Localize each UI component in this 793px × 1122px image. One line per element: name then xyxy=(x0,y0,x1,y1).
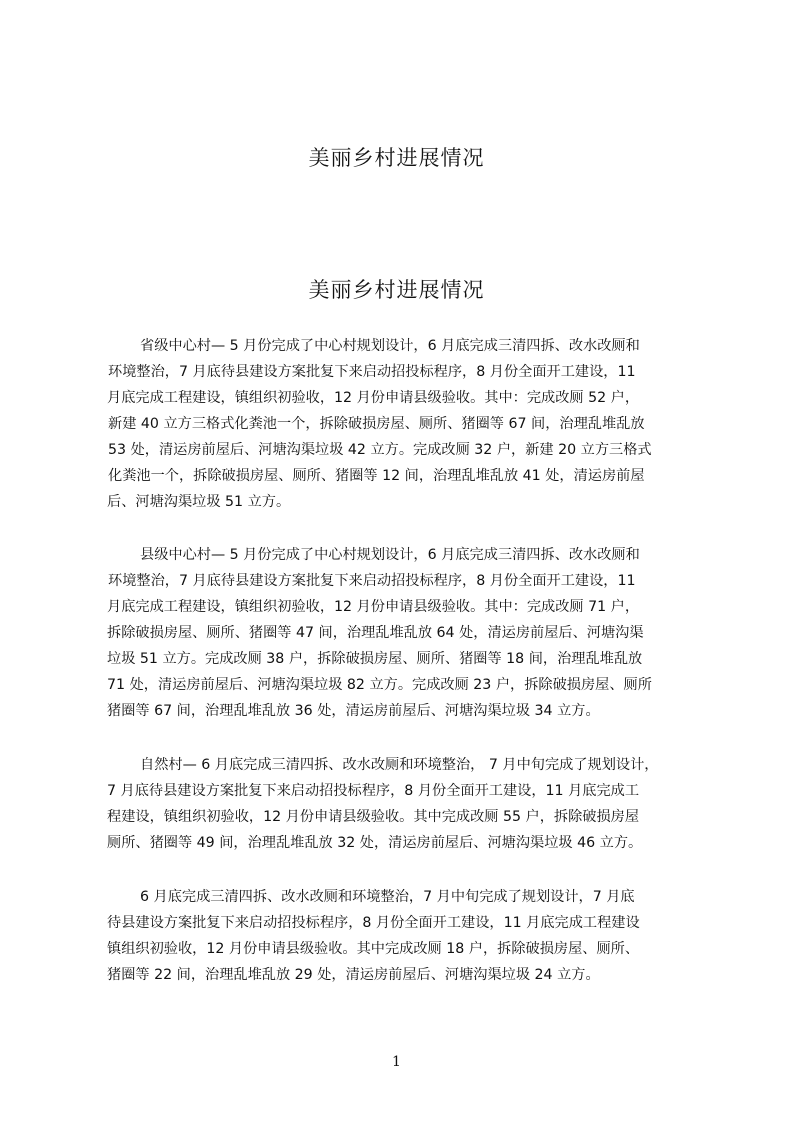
paragraph-line: 化粪池一个，拆除破损房屋、厕所、猪圈等 12 间，治理乱堆乱放 41 处，清运房前屋 xyxy=(108,468,645,484)
main-title: 美丽乡村进展情况 xyxy=(308,278,485,302)
paragraph-line: 环境整治，7 月底待县建设方案批复下来启动招投标程序，8 月份全面开工建设，11 xyxy=(108,364,636,380)
paragraph-line: 程建设，镇组织初验收，12 月份申请县级验收。其中完成改厕 55 户，拆除破损房屋 xyxy=(107,809,640,825)
paragraph-line: 垃圾 51 立方。完成改厕 38 户，拆除破损房屋、厕所、猪圈等 18 间，治理乱堆乱放 xyxy=(107,651,643,667)
paragraph-line: 月底完成工程建设，镇组织初验收，12 月份申请县级验收。其中：完成改厕 52 户， xyxy=(107,390,640,406)
paragraph-line: 新建 40 立方三格式化粪池一个，拆除破损房屋、厕所、猪圈等 67 间，治理乱堆乱放 xyxy=(108,416,645,432)
cover-title: 美丽乡村进展情况 xyxy=(308,146,485,170)
paragraph-line: 拆除破损房屋、厕所、猪圈等 47 间，治理乱堆乱放 64 处，清运房前屋后、河塘沟渠 xyxy=(107,625,644,641)
paragraph-line: 53 处，清运房前屋后、河塘沟渠垃圾 42 立方。完成改厕 32 户，新建 20 立方三格式 xyxy=(108,442,652,458)
paragraph-line: 自然村— 6 月底完成三清四拆、改水改厕和环境整治， 7 月中旬完成了规划设计， xyxy=(140,757,659,773)
paragraph-line: 月底完成工程建设，镇组织初验收，12 月份申请县级验收。其中：完成改厕 71 户， xyxy=(107,599,640,615)
paragraph-line: 县级中心村— 5 月份完成了中心村规划设计，6 月底完成三清四拆、改水改厕和 xyxy=(140,547,640,563)
paragraph-line: 环境整治，7 月底待县建设方案批复下来启动招投标程序，8 月份全面开工建设，11 xyxy=(108,573,636,589)
paragraph-line: 7 月底待县建设方案批复下来启动招投标程序，8 月份全面开工建设，11 月底完成工 xyxy=(107,783,640,799)
paragraph-line: 猪圈等 67 间，治理乱堆乱放 36 处，清运房前屋后、河塘沟渠垃圾 34 立方。 xyxy=(107,703,600,719)
paragraph-line: 6 月底完成三清四拆、改水改厕和环境整治，7 月中旬完成了规划设计，7 月底 xyxy=(140,889,635,905)
paragraph-line: 待县建设方案批复下来启动招投标程序，8 月份全面开工建设，11 月底完成工程建设 xyxy=(107,915,640,931)
paragraph-line: 猪圈等 22 间，治理乱堆乱放 29 处，清运房前屋后、河塘沟渠垃圾 24 立方。 xyxy=(107,967,600,983)
paragraph-line: 厕所、猪圈等 49 间，治理乱堆乱放 32 处，清运房前屋后、河塘沟渠垃圾 46 立方。 xyxy=(107,835,643,851)
page-number: 1 xyxy=(392,1054,401,1070)
paragraph-line: 后、河塘沟渠垃圾 51 立方。 xyxy=(107,494,291,510)
paragraph-line: 镇组织初验收，12 月份申请县级验收。其中完成改厕 18 户，拆除破损房屋、厕所、 xyxy=(107,941,640,957)
paragraph-line: 71 处，清运房前屋后、河塘沟渠垃圾 82 立方。完成改厕 23 户，拆除破损房屋、厕所 xyxy=(107,677,652,693)
paragraph-line: 省级中心村— 5 月份完成了中心村规划设计，6 月底完成三清四拆、改水改厕和 xyxy=(140,338,640,354)
